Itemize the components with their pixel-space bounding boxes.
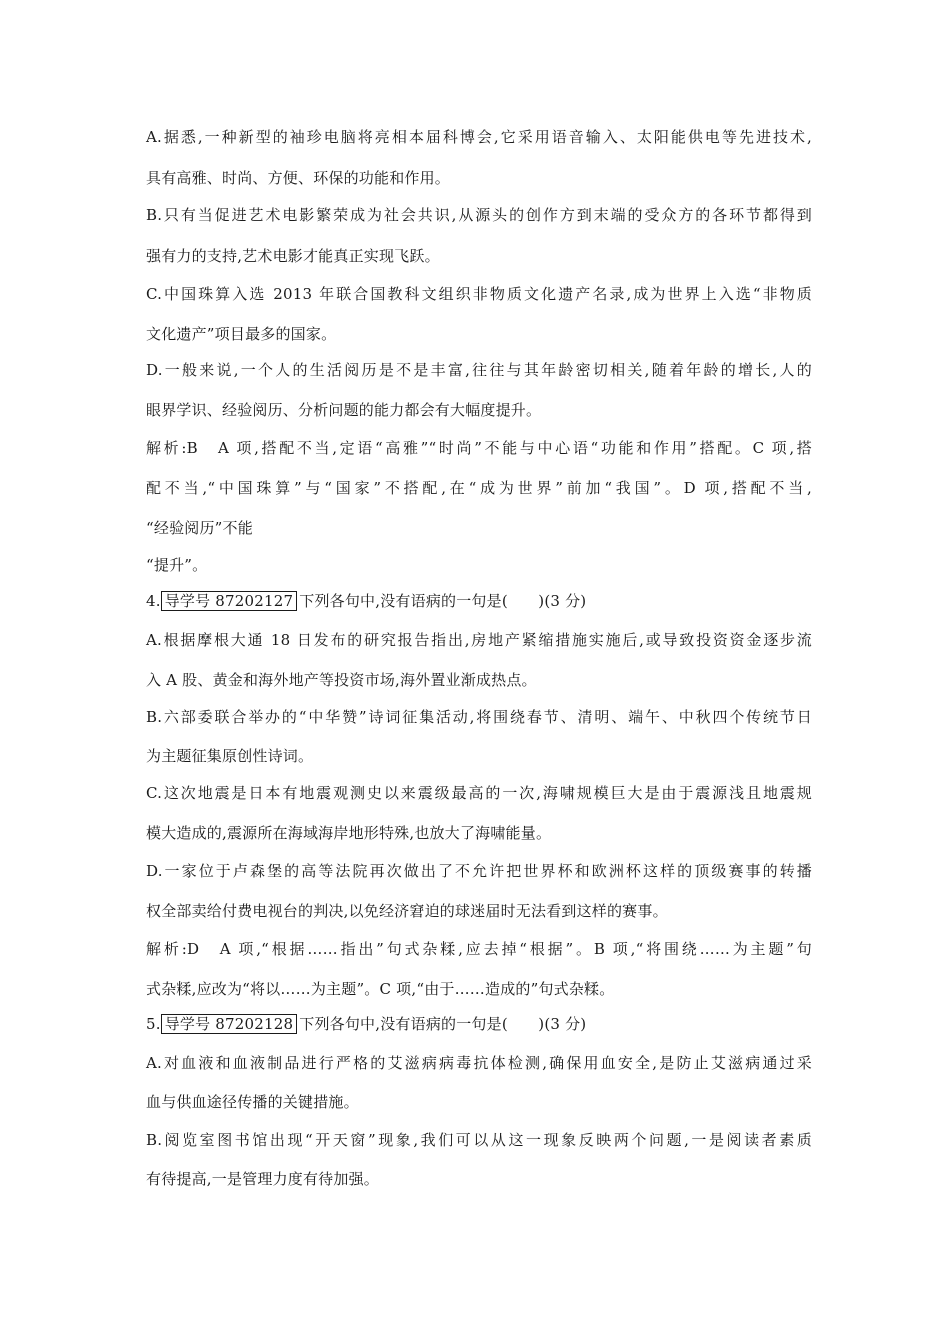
q5-stem [146, 1014, 812, 1034]
q4-option-d-line1: D.一家位于卢森堡的高等法院再次做出了不允许把世界杯和欧洲杯这样的顶级赛事的转播 [146, 862, 812, 880]
q4-number: 4. [146, 592, 161, 610]
q3-option-b-line1: B.只有当促进艺术电影繁荣成为社会共识,从源头的创作方到末端的受众方的各环节都得到 [146, 206, 812, 224]
q4-option-c-line2: 模大造成的,震源所在海域海岸地形特殊,也放大了海啸能量。 [146, 824, 552, 842]
q3-option-b-line2: 强有力的支持,艺术电影才能真正实现飞跃。 [146, 247, 440, 265]
q3-option-c-line2: 文化遗产”项目最多的国家。 [146, 325, 337, 343]
q5-number: 5. [146, 1015, 161, 1033]
q4-stem-text: 下列各句中,没有语病的一句是( )(3 分) [299, 592, 587, 610]
q4-option-b-line2: 为主题征集原创性诗词。 [146, 747, 314, 765]
q3-analysis-line3: “经验阅历”不能 [146, 519, 253, 537]
q5-stem-text: 下列各句中,没有语病的一句是( )(3 分) [299, 1015, 587, 1033]
q5-option-b-line1: B.阅览室图书馆出现“开天窗”现象,我们可以从这一现象反映两个问题,一是阅读者素质 [146, 1131, 812, 1149]
q4-analysis-line1: 解析:D A 项,“根据……指出”句式杂糅,应去掉“根据”。B 项,“将围绕……为主题”句 [146, 940, 812, 958]
q4-option-a-line2: 入 A 股、黄金和海外地产等投资市场,海外置业渐成热点。 [146, 671, 537, 689]
q5-guide-number: 导学号 87202128 [161, 1014, 298, 1034]
q3-analysis-line2: 配不当,“中国珠算”与“国家”不搭配,在“成为世界”前加“我国”。D 项,搭配不当, [146, 479, 812, 497]
q4-option-c-line1: C.这次地震是日本有地震观测史以来震级最高的一次,海啸规模巨大是由于震源浅且地震规 [146, 784, 812, 802]
q4-option-b-line1: B.六部委联合举办的“中华赞”诗词征集活动,将围绕春节、清明、端午、中秋四个传统节日 [146, 708, 812, 726]
q3-option-d-line1: D.一般来说,一个人的生活阅历是不是丰富,往往与其年龄密切相关,随着年龄的增长,人的 [146, 361, 812, 379]
q4-analysis-line2: 式杂糅,应改为“将以……为主题”。C 项,“由于……造成的”句式杂糅。 [146, 980, 615, 998]
q4-option-a-line1: A.根据摩根大通 18 日发布的研究报告指出,房地产紧缩措施实施后,或导致投资资金逐步流 [146, 631, 812, 649]
q4-guide-number: 导学号 87202127 [161, 591, 298, 611]
q3-analysis-line1: 解析:B A 项,搭配不当,定语“高雅”“时尚”不能与中心语“功能和作用”搭配。C 项,搭 [146, 439, 812, 457]
q3-analysis-line4: “提升”。 [146, 556, 208, 574]
q3-option-d-line2: 眼界学识、经验阅历、分析问题的能力都会有大幅度提升。 [146, 401, 542, 419]
q3-option-a-line2: 具有高雅、时尚、方便、环保的功能和作用。 [146, 169, 451, 187]
q5-option-b-line2: 有待提高,一是管理力度有待加强。 [146, 1170, 379, 1188]
q3-option-c-line1: C.中国珠算入选 2013 年联合国教科文组织非物质文化遗产名录,成为世界上入选“非物质 [146, 285, 812, 303]
q4-option-d-line2: 权全部卖给付费电视台的判决,以免经济窘迫的球迷届时无法看到这样的赛事。 [146, 902, 668, 920]
q5-option-a-line1: A.对血液和血液制品进行严格的艾滋病病毒抗体检测,确保用血安全,是防止艾滋病通过采 [146, 1054, 812, 1072]
q5-option-a-line2: 血与供血途径传播的关键措施。 [146, 1093, 359, 1111]
q4-stem [146, 591, 812, 611]
q3-option-a-line1: A.据悉,一种新型的袖珍电脑将亮相本届科博会,它采用语音输入、太阳能供电等先进技术, [146, 128, 812, 146]
